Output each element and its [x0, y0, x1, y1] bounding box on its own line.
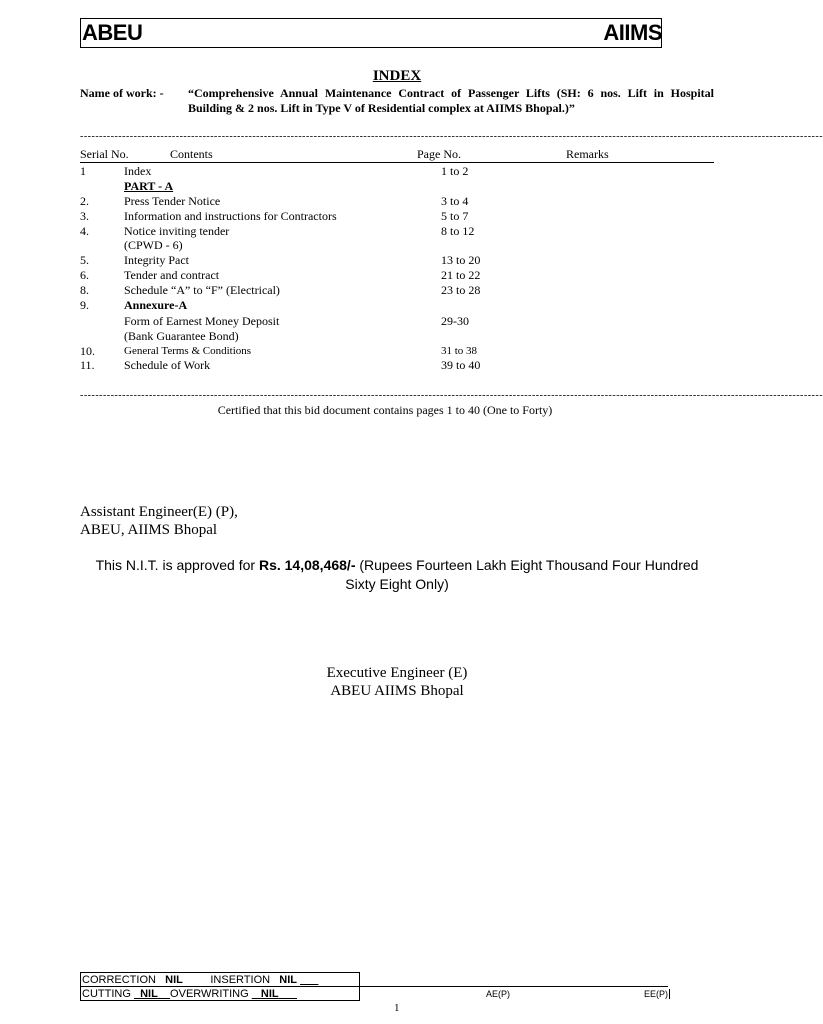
ee-initials-label: EE(P) — [644, 989, 669, 999]
cutting-value: NIL — [140, 987, 158, 1000]
signatory-ae-org: ABEU, AIIMS Bhopal — [80, 522, 218, 538]
row-contents: (Bank Guarantee Bond) — [124, 329, 239, 343]
certification-text: Certified that this bid document contains pages 1 to 40 (One to Forty) — [217, 403, 553, 417]
ae-initials-label: AE(P) — [486, 989, 511, 999]
row-serial: 9. — [80, 298, 89, 312]
row-contents: Integrity Pact — [124, 253, 189, 267]
row-page: 31 to 38 — [441, 345, 478, 357]
approval-amount: Rs. 14,08,468/- — [258, 557, 356, 573]
name-of-work-label: Name of work: - — [80, 86, 164, 100]
row-serial: 5. — [80, 253, 89, 267]
col-header-serial: Serial No. — [80, 147, 129, 161]
row-contents: Notice inviting tender — [124, 224, 230, 238]
row-contents: Tender and contract — [124, 268, 220, 282]
row-annexure-heading: Annexure-A — [124, 298, 188, 312]
header-left-label: ABEU — [82, 20, 143, 45]
row-serial: 10. — [80, 344, 95, 358]
signatory-ee-title: Executive Engineer (E) — [326, 665, 468, 681]
row-serial: 2. — [80, 194, 89, 208]
row-contents: Form of Earnest Money Deposit — [124, 314, 280, 328]
signatory-assistant-engineer — [80, 503, 238, 539]
signatory-ee-org: ABEU AIIMS Bhopal — [330, 683, 464, 699]
row-serial: 3. — [80, 209, 89, 223]
row-page: 29-30 — [441, 314, 469, 328]
col-header-page: Page No. — [417, 147, 461, 161]
corrections-row — [81, 973, 360, 987]
overwriting-label: OVERWRITING — [170, 987, 249, 1000]
insertion-value: NIL — [279, 973, 297, 986]
page-number: 1 — [394, 1002, 400, 1014]
row-serial: 4. — [80, 224, 89, 238]
table-header-rule — [80, 162, 714, 163]
row-contents: Press Tender Notice — [124, 194, 221, 208]
row-page: 21 to 22 — [441, 268, 481, 282]
row-page: 23 to 28 — [441, 283, 481, 297]
approval-statement — [80, 556, 714, 594]
row-contents: General Terms & Conditions — [124, 345, 252, 357]
corrections-cell — [81, 973, 360, 987]
cutting-cell — [81, 987, 360, 1001]
signatory-ae-title: Assistant Engineer(E) (P), — [80, 504, 238, 520]
row-contents: Index — [124, 164, 152, 178]
footer-rule — [360, 986, 668, 987]
cutting-label: CUTTING — [82, 987, 131, 1000]
row-contents: Information and instructions for Contractors — [124, 209, 337, 223]
row-page: 3 to 4 — [441, 194, 469, 208]
row-contents: Schedule of Work — [124, 358, 211, 372]
row-page: 13 to 20 — [441, 253, 481, 267]
col-header-remarks: Remarks — [566, 147, 609, 161]
corrections-table — [80, 972, 360, 1001]
header-box — [80, 18, 662, 48]
approval-prefix: This N.I.T. is approved for — [95, 557, 259, 573]
signatory-executive-engineer — [0, 664, 770, 700]
row-serial: 1 — [80, 164, 86, 178]
row-contents: (CPWD - 6) — [124, 238, 183, 252]
row-page: 1 to 2 — [441, 164, 469, 178]
name-of-work-text: “Comprehensive Annual Maintenance Contract of Passenger Lifts (SH: 6 nos. Lift in Hospital Building & 2 nos. Lift in Type V of Residential complex at AIIMS Bhopal.)” — [188, 86, 714, 115]
dashed-separator-bottom: -------------------------------------------------------------------------------------------------------------------------------------------------------------------------------------------------- — [80, 390, 823, 401]
correction-label: CORRECTION — [82, 973, 156, 986]
page-title: INDEX — [372, 68, 422, 84]
row-serial: 11. — [80, 358, 95, 372]
approval-suffix: (Rupees Fourteen Lakh Eight Thousand Four Hundred Sixty Eight Only) — [345, 557, 699, 592]
header-right-label: AIIMS — [603, 20, 662, 45]
row-contents: Schedule “A” to “F” (Electrical) — [124, 283, 280, 297]
row-page: 8 to 12 — [441, 224, 475, 238]
cutting-row — [81, 987, 360, 1001]
row-page: 5 to 7 — [441, 209, 469, 223]
insertion-label: INSERTION — [210, 973, 271, 986]
dashed-separator-top: -------------------------------------------------------------------------------------------------------------------------------------------------------------------------------------------------- — [80, 131, 823, 142]
row-page: 39 to 40 — [441, 358, 481, 372]
col-header-contents: Contents — [170, 147, 213, 161]
overwriting-value: NIL — [260, 987, 279, 1000]
row-section-heading: PART - A — [124, 179, 174, 193]
row-serial: 8. — [80, 283, 89, 297]
correction-value: NIL — [165, 973, 183, 986]
row-serial: 6. — [80, 268, 89, 282]
